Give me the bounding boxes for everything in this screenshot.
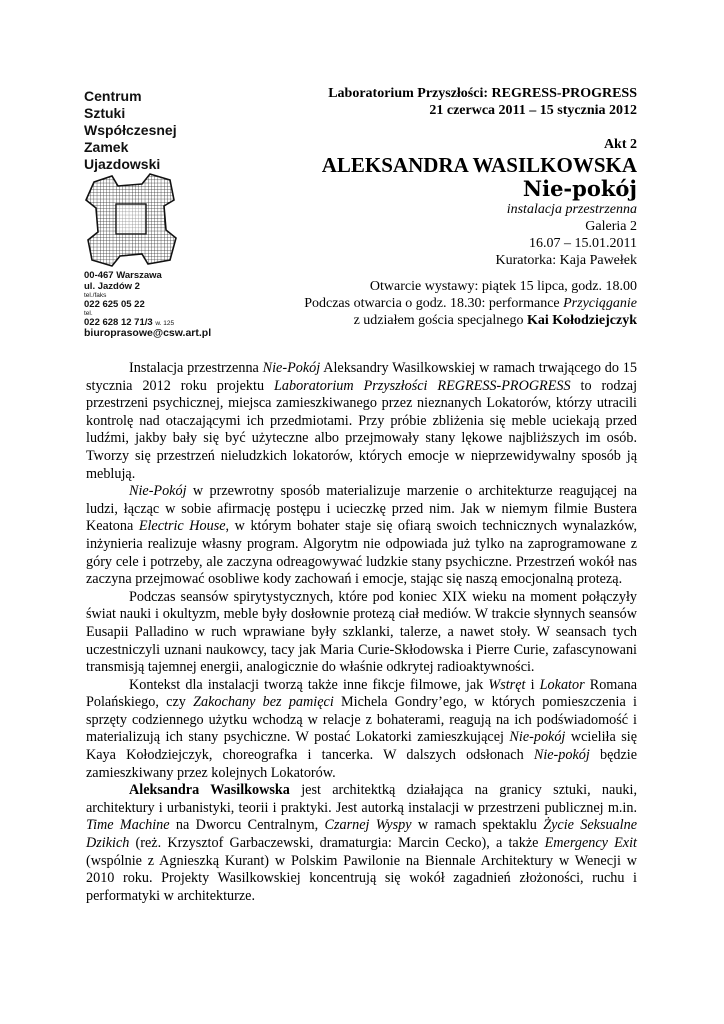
exhibition-subtitle: instalacja przestrzenna xyxy=(506,202,637,217)
castle-plan-logo-icon xyxy=(84,170,179,270)
performance-prefix: Podczas otwarcia o godz. 18.30: performance xyxy=(304,296,564,311)
press-release-body xyxy=(86,360,637,905)
paragraph-architecture: Nie-Pokój w przewrotny sposób materializuje marzenie o architekturze reagującej na ludzi, łącząc w sobie afirmację postępu i ucieczkę przed nim. Jak w niemym filmie Bustera Keatona Electric House, w którym bohater staje się ofiarą swoich technicznych wynalazków, inżynieria realizuje własny program. Algorytm nie odpowiada już tylko na zaprogramowane z góry cele i potrzeby, ale zaczyna odreagowywać ludzkie stany psychiczne. Przestrzeń wokół nas zaczyna przejmować osobliwe kody zachowań i emocje, stając się naszą emocjonalną protezą. xyxy=(86,483,638,588)
exhibition-dates: 16.07 – 15.01.2011 xyxy=(529,236,637,251)
address-city: 00-467 Warszawa xyxy=(84,270,162,281)
address-street: ul. Jazdów 2 xyxy=(84,281,140,292)
gallery-label: Galeria 2 xyxy=(585,219,637,234)
guest-prefix: z udziałem gościa specjalnego xyxy=(353,313,527,328)
curator-label: Kuratorka: Kaja Pawełek xyxy=(495,253,637,268)
email-address: biuroprasowe@csw.art.pl xyxy=(84,327,212,339)
program-dates: 21 czerwca 2011 – 15 stycznia 2012 xyxy=(429,103,637,118)
fax-label: tel./faks xyxy=(84,292,107,299)
paragraph-intro: Instalacja przestrzenna Nie-Pokój Aleksandry Wasilkowskiej w ramach trwającego do 15 stycznia 2012 roku projektu Laboratorium Przyszłości REGRESS-PROGRESS to rodzaj przestrzeni psychicznej, miejsca zamieszkiwanego przez nieznanych Lokatorów, którzy utracili kontrolę nad otaczającymi ich przedmiotami. Przy próbie zbliżenia się meble uciekają przed ludźmi, jakby bały się być użyteczne albo przejmowały stany lękowe najbliższych im osób. Tworzy się przestrzeń nieludzkich lokatorów, których emocje w nieprzewidywalny sposób ją meblują. xyxy=(86,360,638,482)
tel-main: 022 628 12 71/3 xyxy=(84,317,153,328)
paragraph-biography: Aleksandra Wasilkowska jest architektką działająca na granicy sztuki, nauki, architektury i urbanistyki, teorii i praktyki. Jest autorką instalacji w przestrzeni publicznej m.in. Time Machine na Dworcu Centralnym, Czarnej Wyspy w ramach spektaklu Życie Seksualne Dzikich (reż. Krzysztof Garbaczewski, dramaturgia: Marcin Cecko), a także Emergency Exit (wspólnie z Agnieszką Kurant) w Polskim Pawilonie na Biennale Architektury w Wenecji w 2010 roku. Projekty Wasilkowskiej koncentrują się wokół zagadnień złożoności, ruchu i performatyki w architekturze. xyxy=(86,782,638,904)
guest-name: Kai Kołodziejczyk xyxy=(526,313,637,328)
tel-extension: w. 125 xyxy=(155,320,175,327)
tel-label: tel. xyxy=(84,310,93,317)
opening-info: Otwarcie wystawy: piątek 15 lipca, godz. 18.00 xyxy=(369,279,637,294)
act-label: Akt 2 xyxy=(603,137,637,152)
guest-info xyxy=(217,312,637,329)
logo-line: Ujazdowski xyxy=(84,156,161,172)
program-title: Laboratorium Przyszłości: REGRESS-PROGRESS xyxy=(328,86,637,101)
logo-line: Zamek xyxy=(84,139,129,155)
logo-line: Sztuki xyxy=(84,105,126,121)
paragraph-context: Kontekst dla instalacji tworzą także inne fikcje filmowe, jak Wstręt i Lokator Romana Polańskiego, czy Zakochany bez pamięci Michela Gondry’ego, w których pomieszczenia i sprzęty codziennego użytku wchodzą w relacje z bohaterami, reagują na ich podświadomość i materializują ich stany psychiczne. W postać Lokatorki zamieszkującej Nie-pokój wcieliła się Kaya Kołodziejczyk, choreografka i tancerka. W dalszych odsłonach Nie-pokój będzie zamieszkiwany przez kolejnych Lokatorów. xyxy=(86,676,638,781)
exhibition-title: Nie-pokój xyxy=(522,176,637,201)
logo-line: Centrum xyxy=(84,88,142,104)
fax-number: 022 625 05 22 xyxy=(84,299,145,310)
logo-line: Współczesnej xyxy=(84,122,177,138)
performance-title: Przyciąganie xyxy=(563,296,637,311)
exhibition-header xyxy=(217,85,637,329)
artist-name: ALEKSANDRA WASILKOWSKA xyxy=(321,153,637,177)
paragraph-seances: Podczas seansów spirytystycznych, które pod koniec XIX wieku na moment połączyły świat nauki i okultyzm, meble były dosłownie protezą ciał mediów. W trakcie słynnych seansów Eusapii Palladino w ruch wprawiane były szklanki, talerze, a nawet stoły. W seansach tych uczestniczyli uznani naukowcy, tacy jak Maria Curie-Skłodowska i Pierre Curie, zafascynowani transmisją tajemnej energii, analogicznie do właśnie odkrytej radioaktywności. xyxy=(86,588,637,676)
performance-info xyxy=(217,295,637,312)
institution-logo xyxy=(84,88,177,173)
